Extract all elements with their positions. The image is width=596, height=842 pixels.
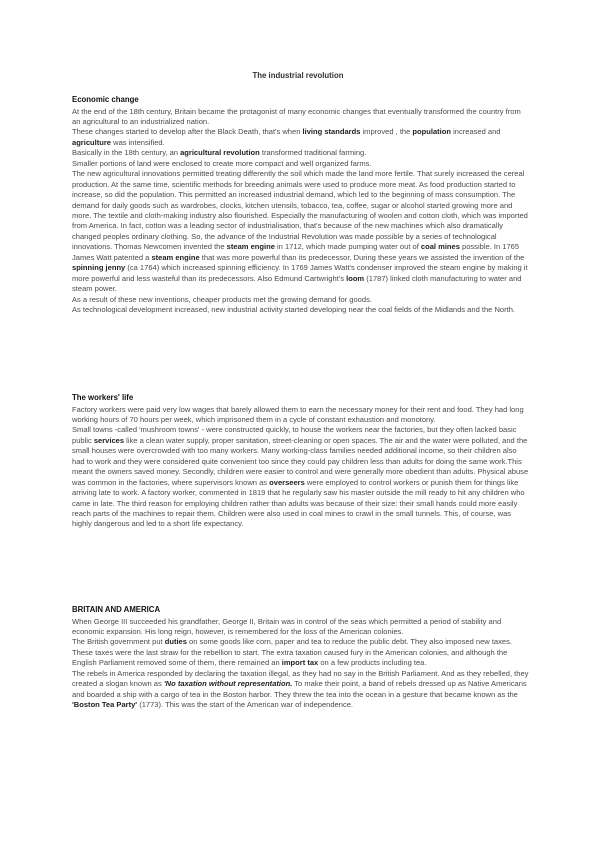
bold-term: import tax [281,658,319,668]
section-economic-change [72,95,530,316]
paragraph: As a result of these new inventions, cheaper products met the growing demand for goods. [72,294,372,304]
bold-term: coal mines [420,242,460,252]
section-body [72,405,530,530]
section-heading: BRITAIN AND AMERICA [72,605,161,614]
paragraph: The British government put duties on some goods like corn, paper and tea to reduce the public debt. They also imposed new taxes. These taxes were the last straw for the rebellion to start. The extra taxation caused fury in the American colonies, and although the English Parliament removed some of them, there remained an import tax on a few products including tea. [72,637,512,668]
section-body [72,107,530,316]
emphasis-text: 'No taxation without representation. [163,679,293,689]
bold-term: services [93,435,125,445]
paragraph: Smaller portions of land were enclosed to create more compact and well organized farms. [72,158,372,168]
paragraph: When George III succeeded his grandfather, George II, Britain was in control of the seas which permitted a period of stability and economic expansion. His long reign, however, is remembered for the loss of the American colonies. [72,616,502,636]
paragraph: The rebels in America responded by declaring the taxation illegal, as they had no say in the British Parliament. And as they rebelled, they created a slogan known as 'No taxation without representation. To make their point, a band of rebels dressed up as Native Americans and boarded a ship with a cargo of tea in the Boston harbor. They threw the tea into the ocean in a gesture that became known as the 'Boston Tea Party' (1773). This was the start of the American war of independence. [72,668,529,710]
bold-term: overseers [269,477,305,487]
section-workers-life [72,393,530,530]
paragraph: These changes started to develop after the Black Death, that's when living standards improved , the population increased and agriculture was intensified. [72,127,501,147]
paragraph: The new agricultural innovations permitted treating differently the soil which made the land more fertile. That surely increased the cereal production. At the same time, scientific methods for breeding animals were used to produce more meat. As food production started to increase, so did the population. This permitted an increased industrial demand, which led to the beginning of mass consumption. The demand for daily goods such as wardrobes, clocks, kitchen utensils, tobacco, tea, coffee, sugar or alcohol started growing more and more. The textile and cloth-making industry also flourished. Especially the manufacturing of woolen and cotton cloth, which was imported from America. In fact, cotton was a leading sector of industrialisation, that's because of the new machines which also dramatically changed peoples ordinary clothing. So, the advance of the Industrial Revolution was made possible by a series of technological innovations. Thomas Newcomen invented the steam engine in 1712, which made pumping water out of coal mines possible. In 1765 James Watt patented a steam engine that was more powerful than its predecessor. During these years we assisted the invention of the spinning jenny (ca 1764) which increased spinning efficiency. In 1769 James Watt's condenser improved the steam engine by making it more powerful and less wasteful than its predecessors. Also Edmund Cartwright's loom (1787) linked cloth manufacturing to water and steam power. [72,169,528,294]
bold-term: spinning jenny [72,263,126,273]
paragraph: Basically in the 18th century, an agricultural revolution transformed traditional farming. [72,148,367,158]
bold-term: steam engine [151,252,200,262]
section-heading: The workers' life [72,393,134,402]
bold-term: agricultural revolution [180,148,260,158]
bold-term: living standards [302,127,361,137]
paragraph: Small towns -called 'mushroom towns' - were constructed quickly, to house the workers near the factories, but they often lacked basic public services like a clean water supply, proper sanitation, street-cleaning or open spaces. The air and the water were polluted, and the small houses were overcrowded with too many workers. Many working-class families needed additional income, so their children also had to work and they were considered quite convenient too since they could pay children less than adults for doing the same work.This meant the owners saved money. Secondly, children were easier to control and were generally more obedient than adults. Physical abuse was common in the factories, where supervisors known as overseers were employed to control workers or punish them for things like arriving late to work. A factory worker, commented in 1819 that he regularly saw his master outside the mill ready to hit any children who came in late. The third reason for employing children rather than adults was because of their size: their small hands could more easily reach parts of the machines to repair them. Children were also used in coal mines to crawl in the small tunnels. This, of course, was highly dangerous and led to a short life expectancy. [72,425,529,529]
bold-term: agriculture [72,137,112,147]
section-body [72,617,530,711]
bold-term: population [412,127,451,137]
bold-term: 'Boston Tea Party' [72,700,138,710]
bold-term: loom [346,273,365,283]
section-heading: Economic change [72,95,139,104]
document-title: The industrial revolution [252,71,344,80]
paragraph: Factory workers were paid very low wages that barely allowed them to earn the necessary money for their rent and food. They had long working hours of 70 hours per week, which imprisoned them in a cycle of constant exhaustion and monotony. [72,404,524,424]
paragraph: As technological development increased, new industrial activity started developing near the coal fields of the Midlands and the North. [72,305,516,315]
section-britain-and-america [72,605,530,711]
bold-term: duties [164,637,187,647]
bold-term: steam engine [226,242,275,252]
paragraph: At the end of the 18th century, Britain became the protagonist of many economic changes that eventually transformed the country from an agricultural to an industrialized nation. [72,106,521,126]
